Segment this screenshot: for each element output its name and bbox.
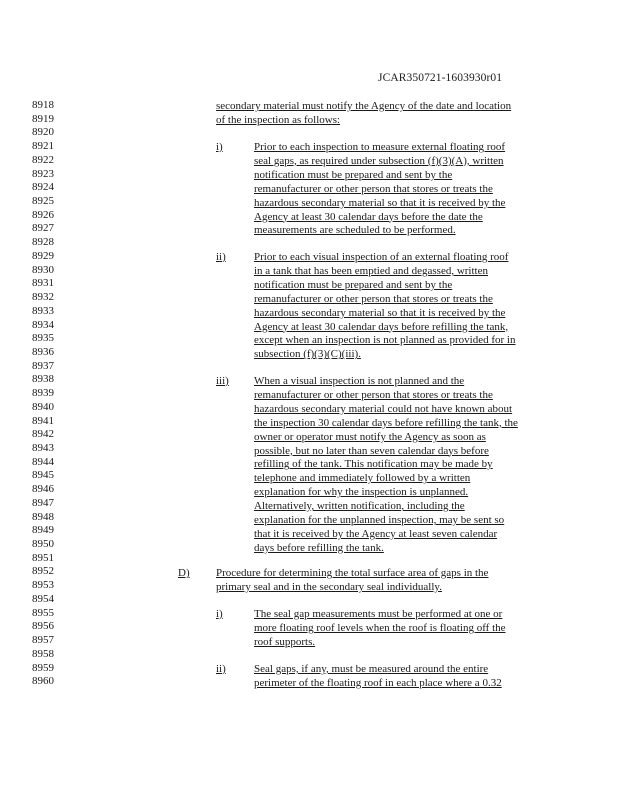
line-number: 8918 [32,99,54,111]
text-line: explanation for why the inspection is unplanned. [254,486,469,499]
text-line: Agency at least 30 calendar days before refilling the tank, [254,320,509,333]
text-line: that it is received by the Agency at least seven calendar [254,527,498,540]
item-d-label: D) [178,567,190,579]
line-number: 8942 [32,428,54,441]
item-ii-text [254,251,516,362]
line-number: 8946 [32,483,54,496]
text-line: Alternatively, written notification, including the [254,500,465,513]
text-line: The seal gap measurements must be performed at one or [254,608,503,620]
line-number: 8925 [32,195,54,208]
text-line: explanation for the unplanned inspection, may be sent so [254,514,505,527]
line-number: 8944 [32,455,54,468]
item-ii-label: ii) [216,251,226,263]
line-number: 8947 [32,496,54,509]
line-number: 8949 [32,524,54,537]
item-i-text [254,141,505,238]
line-number: 8928 [32,236,54,249]
text-line: secondary material must notify the Agency of the date and location [216,100,512,112]
text-line: notification must be prepared and sent by the [254,168,453,181]
line-number: 8950 [32,538,54,551]
line-number: 8956 [32,620,54,633]
line-number: 8922 [32,153,54,166]
document-id: JCAR350721-1603930r01 [378,72,503,84]
line-number: 8934 [32,318,54,331]
text-line: more floating roof levels when the roof is floating off the [254,621,506,634]
text-line: the inspection 30 calendar days before refilling the tank, the [254,416,518,429]
text-line: remanufacturer or other person that stores or treats the [254,388,493,401]
text-line: roof supports. [254,635,316,648]
text-line: owner or operator must notify the Agency as soon as [254,430,486,443]
item-d-text [216,567,488,595]
line-number: 8951 [32,551,54,564]
text-line: Prior to each visual inspection of an external floating roof [254,251,509,263]
text-line: Prior to each inspection to measure external floating roof [254,141,506,153]
line-number: 8923 [32,167,54,180]
line-number: 8945 [32,469,54,482]
line-number: 8929 [32,249,54,262]
item-d-i-text [254,608,506,650]
text-line: notification must be prepared and sent by the [254,278,453,291]
line-number: 8960 [32,675,54,688]
line-number: 8924 [32,181,54,194]
line-number: 8953 [32,579,54,592]
line-number: 8955 [32,606,54,619]
line-number: 8954 [32,592,54,605]
item-iii-label: iii) [216,375,229,387]
text-line: except when an inspection is not planned as provided for in [254,334,516,347]
text-line: refilling of the tank. This notification may be made by [254,458,493,471]
line-number: 8926 [32,208,54,221]
line-number: 8948 [32,510,54,523]
text-line: remanufacturer or other person that stores or treats the [254,292,493,305]
text-line: possible, but no later than seven calendar days before [254,444,489,457]
text-line: of the inspection as follows: [216,113,341,126]
text-line: perimeter of the floating roof in each place where a 0.32 [254,676,502,689]
line-number: 8941 [32,414,54,427]
line-number: 8933 [32,304,54,317]
text-line: Seal gaps, if any, must be measured around the entire [254,663,489,675]
line-number: 8919 [32,112,54,125]
text-line: seal gaps, as required under subsection (f)(3)(A), written [254,154,504,167]
line-number: 8943 [32,442,54,454]
text-line: hazardous secondary material so that it is received by the [254,306,506,319]
line-number: 8927 [32,222,54,235]
item-d-ii-text [254,663,502,691]
line-number: 8959 [32,661,54,674]
text-line: remanufacturer or other person that stores or treats the [254,182,493,195]
text-line: When a visual inspection is not planned and the [254,375,465,387]
line-number: 8952 [32,565,54,578]
text-line: days before refilling the tank. [254,541,384,554]
item-i-label: i) [216,141,223,153]
item-iii-text [254,375,518,556]
line-number: 8931 [32,277,54,290]
line-number: 8940 [32,400,54,413]
text-line: measurements are scheduled to be performed. [254,224,456,237]
text-line: primary seal and in the secondary seal individually. [216,580,442,593]
line-number: 8920 [32,126,54,139]
text-line: in a tank that has been emptied and degassed, written [254,264,488,277]
intro-paragraph [216,100,511,128]
line-number: 8957 [32,634,54,647]
text-line: Agency at least 30 calendar days before the date the [254,210,483,223]
text-line: Procedure for determining the total surface area of gaps in the [216,567,489,579]
line-number: 8939 [32,387,54,400]
line-number: 8958 [32,647,54,660]
item-d-ii-label: ii) [216,663,226,675]
text-line: telephone and immediately followed by a written [254,472,471,485]
text-line: hazardous secondary material so that it is received by the [254,196,506,209]
line-number: 8921 [32,140,54,153]
line-number: 8938 [32,373,54,386]
text-line: hazardous secondary material could not have known about [254,402,513,415]
line-number: 8930 [32,263,54,276]
text-line: subsection (f)(3)(C)(iii). [254,348,361,361]
line-number: 8932 [32,291,54,304]
item-d-i-label: i) [216,608,223,620]
line-number: 8936 [32,345,54,358]
line-number: 8935 [32,332,54,345]
line-number: 8937 [32,359,54,372]
